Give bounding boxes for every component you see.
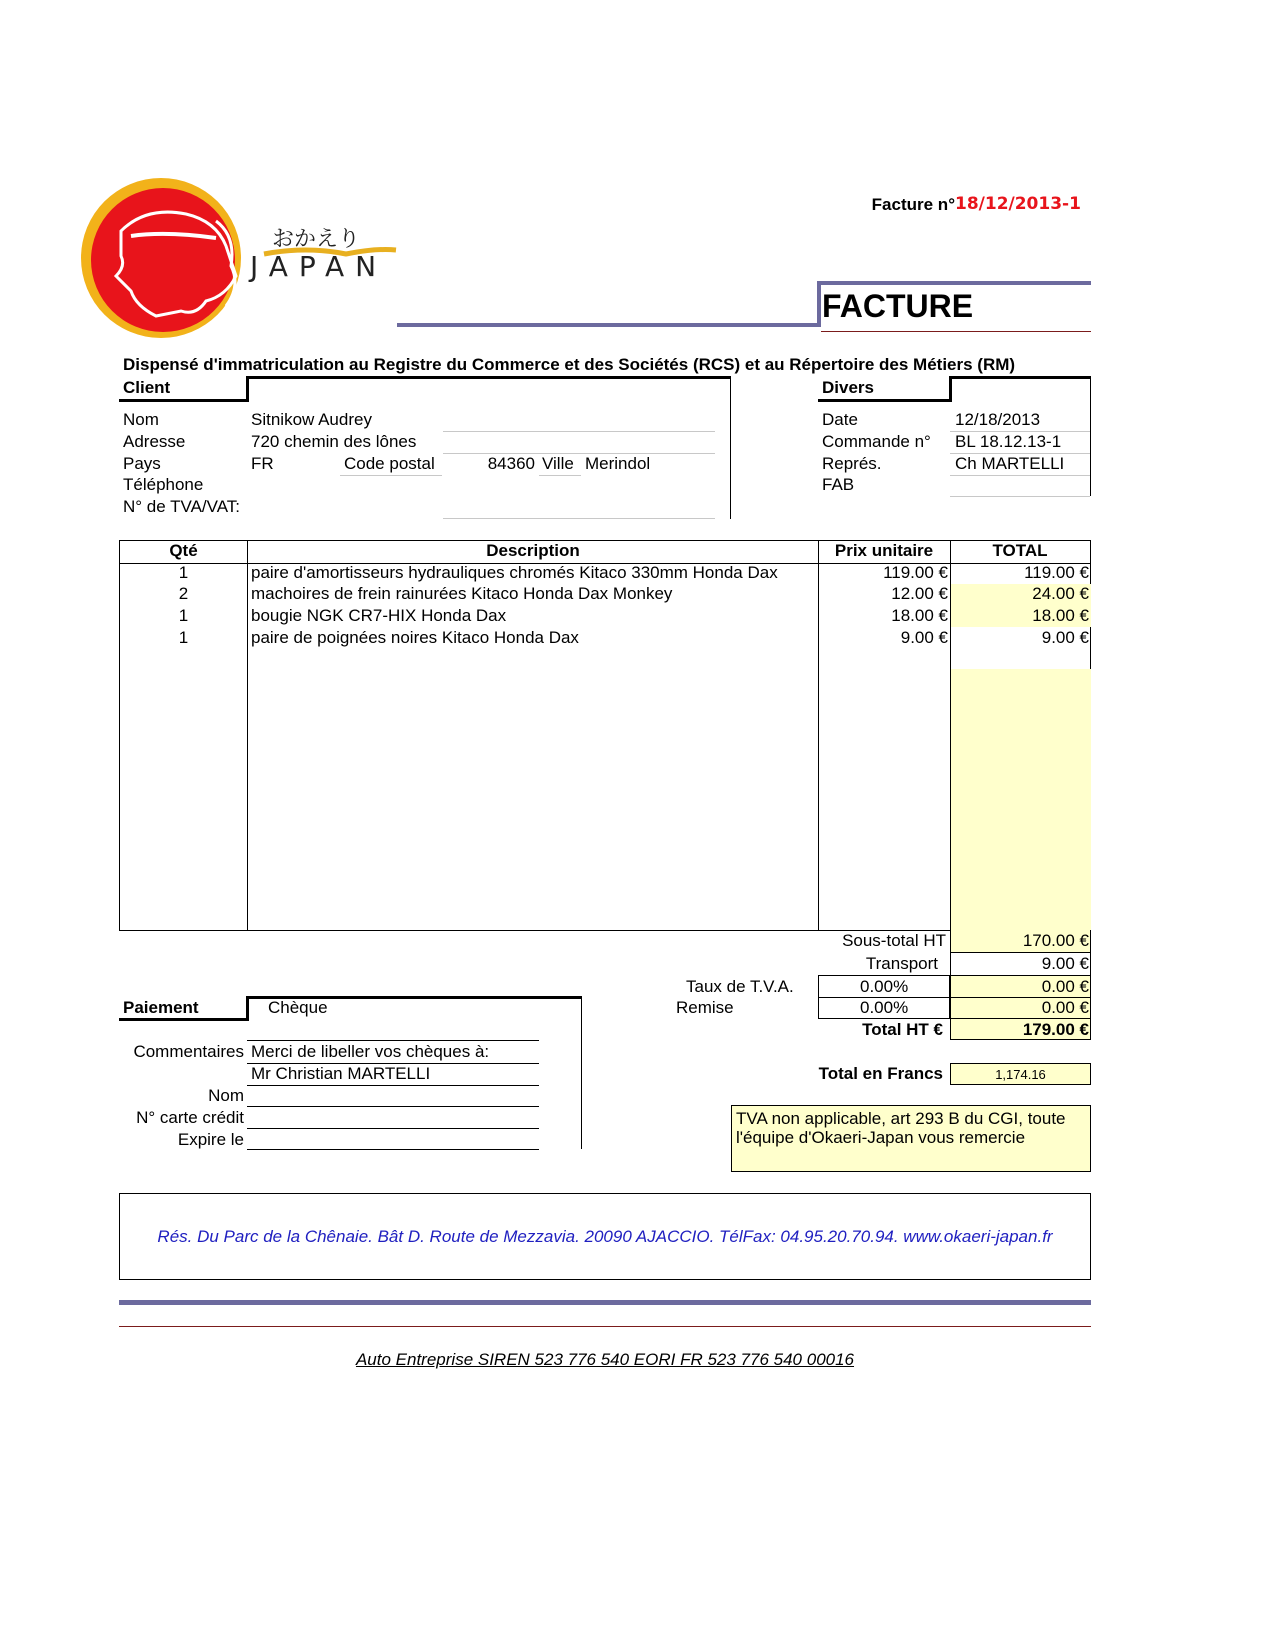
vat-amount: 0.00 € <box>1041 977 1089 996</box>
client-heading-step <box>246 376 249 402</box>
row-qty: 2 <box>178 584 189 603</box>
payment-heading: Paiement <box>123 998 199 1017</box>
title-step <box>817 281 821 327</box>
order-value: BL 18.12.13-1 <box>955 432 1062 451</box>
header-unit-price: Prix unitaire <box>834 541 934 560</box>
client-address: 720 chemin des lônes <box>251 432 417 451</box>
row-unit-price: 18.00 € <box>891 606 948 625</box>
client-city-label: Ville <box>542 454 574 473</box>
card-number-field <box>247 1128 539 1129</box>
payment-method: Chèque <box>268 998 328 1017</box>
title-underline-left <box>397 323 821 327</box>
rep-label: Représ. <box>822 454 882 473</box>
expiry-label: Expire le <box>177 1130 244 1149</box>
discount-label: Remise <box>676 998 734 1017</box>
footer-divider <box>119 1326 1091 1327</box>
client-postal-label: Code postal <box>344 454 435 473</box>
discount-rate: 0.00% <box>860 998 909 1017</box>
row-qty: 1 <box>178 606 189 625</box>
total-ht-label: Total HT € <box>862 1020 943 1039</box>
client-address-label: Adresse <box>123 432 186 451</box>
divers-box-right <box>1090 376 1091 496</box>
transport-value: 9.00 € <box>1041 954 1089 973</box>
header-total: TOTAL <box>992 541 1048 560</box>
title-overline <box>817 281 1091 285</box>
company-logo <box>76 176 406 341</box>
row-total: 18.00 € <box>1032 606 1089 625</box>
row-description: paire d'amortisseurs hydrauliques chromés Kitaco 330mm Honda Dax <box>251 563 778 582</box>
row-unit-price: 12.00 € <box>891 584 948 603</box>
client-vat-label: N° de TVA/VAT: <box>123 497 241 516</box>
date-label: Date <box>822 410 858 429</box>
comment-line-1: Merci de libeller vos chèques à: <box>251 1042 490 1061</box>
divers-heading-underline <box>818 399 951 402</box>
divers-heading: Divers <box>822 378 874 397</box>
rep-value: Ch MARTELLI <box>955 454 1065 473</box>
footer-address: Rés. Du Parc de la Chênaie. Bât D. Route de Mezzavia. 20090 AJACCIO. TélFax: 04.95.20.70.94. www.okaeri-japan.fr <box>157 1227 1053 1246</box>
transport-label: Transport <box>865 954 938 973</box>
comments-label: Commentaires <box>133 1042 244 1061</box>
client-box-right <box>730 376 731 519</box>
footer-rule <box>119 1300 1091 1305</box>
subtotal-label: Sous-total HT <box>842 931 946 950</box>
payment-name-label: Nom <box>208 1086 244 1105</box>
invoice-number: 18/12/2013-1 <box>955 194 1081 214</box>
page-title: FACTURE <box>822 288 974 324</box>
card-number-label: N° carte crédit <box>136 1108 244 1127</box>
client-name: Sitnikow Audrey <box>251 410 372 429</box>
client-box-top <box>246 376 731 379</box>
row-description: paire de poignées noires Kitaco Honda Dax <box>251 628 579 647</box>
row-total: 9.00 € <box>1041 628 1089 647</box>
vat-note: TVA non applicable, art 293 B du CGI, toute l'équipe d'Okaeri-Japan vous remercie <box>736 1109 1066 1147</box>
divers-heading-step <box>949 376 952 402</box>
client-country: FR <box>251 454 274 473</box>
legal-info: Auto Entreprise SIREN 523 776 540 EORI FR 523 776 540 00016 <box>355 1350 855 1369</box>
client-heading-underline <box>119 399 248 402</box>
fab-label: FAB <box>822 475 855 494</box>
date-value: 12/18/2013 <box>955 410 1041 429</box>
registration-notice: Dispensé d'immatriculation au Registre du Commerce et des Sociétés (RCS) et au Répertoire des Métiers (RM) <box>123 355 1016 374</box>
payment-name-field <box>247 1106 539 1107</box>
divers-box-top <box>949 376 1091 379</box>
row-qty: 1 <box>178 563 189 582</box>
vat-note-box <box>731 1105 1091 1172</box>
row-total: 119.00 € <box>1024 563 1089 582</box>
footer-address-box <box>119 1193 1091 1280</box>
vat-rate: 0.00% <box>860 977 909 996</box>
title-divider <box>821 331 1091 332</box>
row-unit-price: 119.00 € <box>883 563 948 582</box>
order-label: Commande n° <box>822 432 931 451</box>
discount-amount: 0.00 € <box>1041 998 1089 1017</box>
payment-box-right <box>581 996 582 1149</box>
row-qty: 1 <box>178 628 189 647</box>
client-heading: Client <box>123 378 171 397</box>
total-francs-value: 1,174.16 <box>995 1067 1046 1082</box>
client-country-label: Pays <box>123 454 161 473</box>
total-ht-value: 179.00 € <box>1022 1020 1089 1039</box>
payment-heading-step <box>246 996 249 1021</box>
header-qty: Qté <box>169 541 198 560</box>
subtotal-value: 170.00 € <box>1022 931 1089 950</box>
row-total: 24.00 € <box>1032 584 1089 603</box>
total-francs-label: Total en Francs <box>818 1064 943 1083</box>
row-description: machoires de frein rainurées Kitaco Honda Dax Monkey <box>251 584 673 603</box>
comment-line-2: Mr Christian MARTELLI <box>251 1064 431 1083</box>
expiry-field <box>247 1149 539 1150</box>
payment-heading-underline <box>119 1018 248 1021</box>
logo-en-text: JAPAN <box>250 250 388 283</box>
header-description: Description <box>486 541 580 560</box>
vat-label: Taux de T.V.A. <box>686 977 794 996</box>
row-unit-price: 9.00 € <box>900 628 948 647</box>
client-phone-label: Téléphone <box>123 475 204 494</box>
client-city: Merindol <box>585 454 651 473</box>
logo-jp-text: おかえり <box>272 227 361 252</box>
invoice-number-label: Facture n° <box>871 195 955 214</box>
client-name-label: Nom <box>123 410 159 429</box>
row-description: bougie NGK CR7-HIX Honda Dax <box>251 606 507 625</box>
client-postal: 84360 <box>487 454 535 473</box>
